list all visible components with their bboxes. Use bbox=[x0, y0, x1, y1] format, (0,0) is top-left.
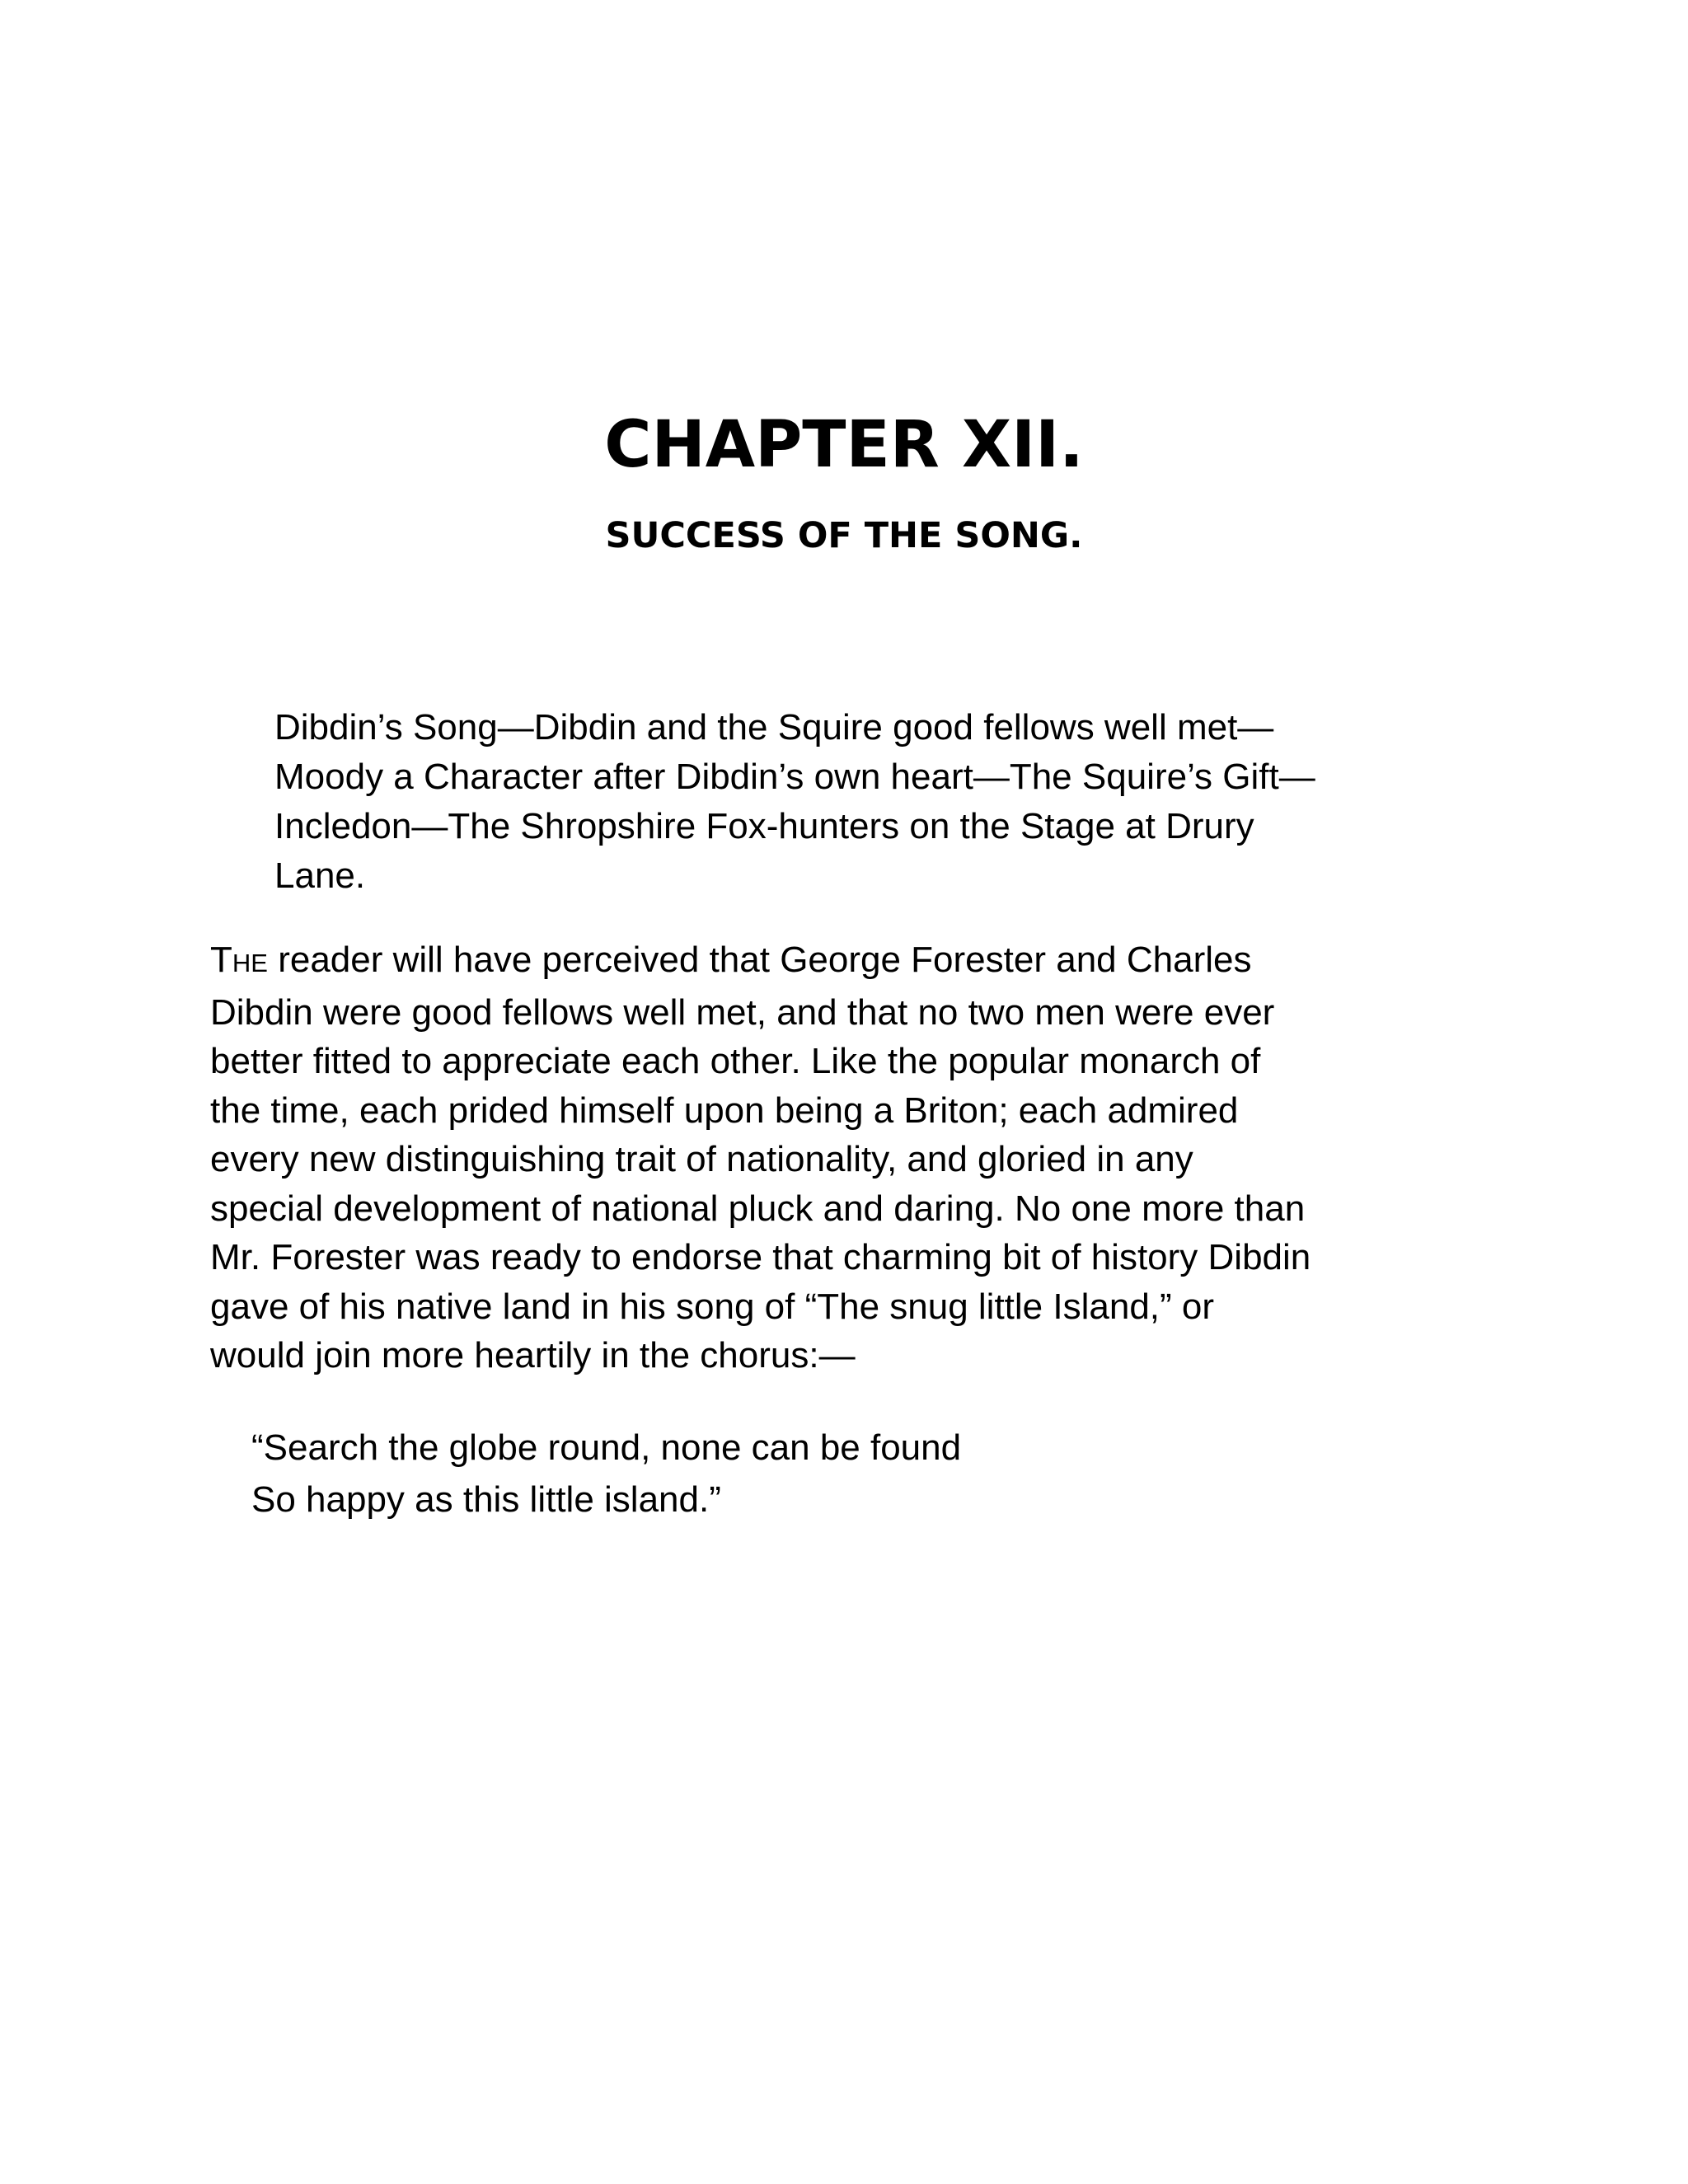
smallcaps-text: HE bbox=[232, 949, 268, 977]
verse-line: “Search the globe round, none can be found bbox=[251, 1427, 962, 1468]
synopsis-line: Lane. bbox=[274, 855, 366, 896]
verse-quote bbox=[251, 1422, 1323, 1526]
body-line: special development of national pluck and daring. No one more than bbox=[210, 1188, 1306, 1229]
dropcap-letter: T bbox=[210, 940, 232, 980]
body-line: gave of his native land in his song of “The snug little Island,” or bbox=[210, 1286, 1215, 1327]
body-line bbox=[210, 935, 1496, 988]
body-line: would join more heartily in the chorus:— bbox=[210, 1335, 856, 1376]
body-line: every new distinguishing trait of nationality, and gloried in any bbox=[210, 1139, 1193, 1179]
synopsis-line: Incledon—The Shropshire Fox-hunters on the Stage at Drury bbox=[274, 806, 1254, 846]
body-line-text: reader will have perceived that George Forester and Charles bbox=[267, 940, 1252, 980]
chapter-title: CHAPTER XII. bbox=[604, 408, 1084, 482]
body-line: Dibdin were good fellows well met, and that no two men were ever bbox=[210, 991, 1275, 1033]
chapter-synopsis bbox=[274, 703, 1470, 901]
verse-line: So happy as this little island.” bbox=[251, 1479, 721, 1520]
body-paragraph bbox=[210, 935, 1496, 1380]
body-line: better fitted to appreciate each other. Like the popular monarch of bbox=[210, 1041, 1261, 1081]
synopsis-line: Dibdin’s Song—Dibdin and the Squire good fellows well met— bbox=[274, 707, 1274, 748]
body-line: the time, each prided himself upon being a Briton; each admired bbox=[210, 1090, 1239, 1131]
body-line: Mr. Forester was ready to endorse that charming bit of history Dibdin bbox=[210, 1237, 1311, 1277]
synopsis-line: Moody a Character after Dibdin’s own heart—The Squire’s Gift— bbox=[274, 757, 1315, 797]
chapter-subtitle: SUCCESS OF THE SONG. bbox=[605, 515, 1083, 556]
